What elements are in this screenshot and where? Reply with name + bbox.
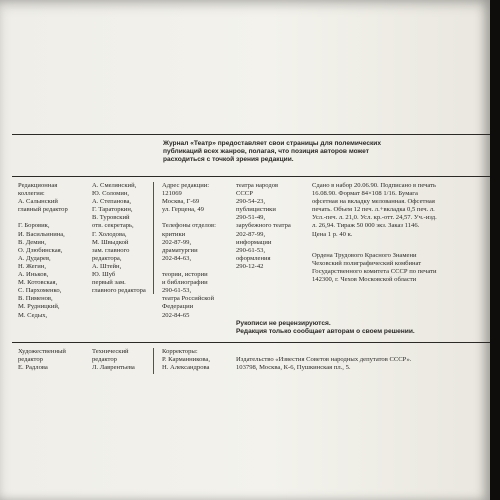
tech-editor-line: редактор	[92, 356, 117, 364]
staff-line: А. Степанова,	[92, 198, 132, 206]
phone-line: 290-54-23,	[236, 198, 266, 206]
board-line: В. Демин,	[18, 238, 47, 246]
phone-line: 290-51-49,	[236, 214, 266, 222]
board-line: коллегия:	[18, 190, 45, 198]
board-line: Г. Боровик,	[18, 222, 50, 230]
staff-line: отв. секретарь,	[92, 222, 134, 230]
phone-line: 202-87-99,	[236, 230, 266, 238]
board-line: И. Васильинина,	[18, 230, 65, 238]
address-line: Федерации	[162, 303, 194, 311]
address-line	[162, 214, 216, 222]
address-line: теории, истории	[162, 271, 208, 279]
board-line: М. Котовская,	[18, 279, 58, 287]
address-column	[162, 182, 216, 320]
print-info-line: Сдано в набор 20.06.90. Подписано в печать	[312, 182, 437, 189]
corrector-line: Корректоры:	[162, 348, 198, 355]
art-editor	[18, 348, 66, 372]
staff-line: главного редактора	[92, 287, 146, 295]
address-line: 202-84-63,	[162, 254, 192, 262]
staff-line: А. Штейн,	[92, 262, 122, 270]
column-divider	[153, 182, 154, 294]
intro-rule	[12, 176, 490, 177]
editorial-board-column	[18, 182, 68, 320]
print-info-line: офсетная на вкладку мелованная. Офсетная	[312, 198, 435, 206]
address-line: 202-84-65	[162, 311, 190, 319]
notice-line: Редакция только сообщает авторам о своем решении.	[236, 328, 415, 336]
tech-editor-line: Технический	[92, 348, 129, 355]
board-line: О. Дзюбинская,	[18, 246, 63, 254]
print-info-line: 16.08.90. Формат 84×108 1/16. Бумага	[312, 190, 418, 198]
staff-line: редактора,	[92, 254, 122, 262]
intro-paragraph	[163, 140, 381, 164]
staff-line: Г. Холодова,	[92, 230, 127, 238]
notice-line: Рукописи не рецензируются.	[236, 320, 331, 327]
staff-line: А. Смелянский,	[92, 182, 137, 189]
board-line: С. Пархоменко,	[18, 287, 62, 295]
address-line: и библиографии	[162, 279, 208, 287]
corrector-line: Р. Карманникова,	[162, 356, 210, 364]
address-line: 202-87-99,	[162, 238, 192, 246]
address-line: Адрес редакции:	[162, 182, 210, 189]
staff-line: первый зам.	[92, 279, 126, 287]
art-editor-line: редактор	[18, 356, 43, 364]
board-line: А. Дударев,	[18, 254, 51, 262]
staff-line: зам. главного	[92, 246, 130, 254]
phone-line: 290-12-42	[236, 262, 264, 270]
footer-divider	[153, 348, 154, 374]
phone-line: публицистики	[236, 206, 276, 214]
phone-line: зарубежного театра	[236, 222, 291, 230]
footer-rule	[12, 342, 490, 343]
tech-editor-line: Л. Лаврентьева	[92, 364, 135, 372]
board-line: М. Седых,	[18, 311, 48, 319]
intro-line: Журнал «Театр» предоставляет свои страницы для полемических	[163, 140, 382, 147]
board-line	[18, 214, 68, 222]
publisher-line: Издательство «Известия Советов народных депутатов СССР».	[236, 356, 412, 363]
staff-line: Ю. Соломин,	[92, 190, 130, 198]
art-editor-line: Е. Радлова	[18, 364, 48, 372]
phone-line: оформления	[236, 254, 271, 262]
board-line: Редакционная	[18, 182, 58, 189]
address-line: 121069	[162, 190, 182, 198]
tech-editor	[92, 348, 135, 372]
printer-line: Государственного комитета СССР по печати	[312, 268, 437, 276]
printer-block	[312, 252, 436, 284]
board-line: М. Рудницкий,	[18, 303, 60, 311]
address-line: ул. Герцена, 49	[162, 206, 204, 214]
printer-line: Ордена Трудового Красного Знамени	[312, 252, 417, 259]
intro-line: публикаций всех жанров, полагая, что позиция авторов может	[163, 148, 369, 156]
board-line: главный редактор	[18, 206, 68, 214]
board-line: А. Иньков,	[18, 271, 49, 279]
phone-line: 290-61-53,	[236, 246, 266, 254]
publisher	[236, 356, 411, 372]
board-line: В. Пименов,	[18, 295, 53, 303]
print-info-block	[312, 182, 437, 239]
address-line	[162, 263, 216, 271]
staff-line: Г. Тараторкин,	[92, 206, 133, 214]
address-line: театра Российской	[162, 295, 214, 303]
address-line: Телефоны отделов:	[162, 222, 216, 230]
phone-line: СССР	[236, 190, 253, 198]
staff-line: М. Швыдкой	[92, 238, 129, 246]
staff-line: В. Туровский	[92, 214, 130, 222]
print-info-line: Усл.-печ. л. 21,0. Усл. кр.-отт. 24,57. Уч.-изд.	[312, 214, 437, 222]
print-info-line: л. 26,94. Тираж 50 000 экз. Заказ 1146.	[312, 222, 420, 230]
correctors	[162, 348, 210, 372]
printer-line: 142300, г. Чехов Московской области	[312, 276, 417, 284]
staff-line: Ю. Шуб	[92, 271, 116, 279]
print-info-line: печать. Объем 12 печ. л.+вкладка 0,5 печ. л.	[312, 206, 435, 214]
address-line: критики	[162, 230, 186, 238]
page-edge-shadow	[490, 0, 500, 500]
address-line: драматургии	[162, 246, 198, 254]
phone-line: информации	[236, 238, 272, 246]
corrector-line: Н. Александрова	[162, 364, 210, 372]
publisher-line: 103798, Москва, К-6, Пушкинская пл., 5.	[236, 364, 351, 372]
manuscript-notice	[236, 320, 415, 336]
intro-line: расходиться с точкой зрения редакции.	[163, 156, 294, 164]
board-line: Н. Жегин,	[18, 262, 46, 270]
phone-line: театра народов	[236, 182, 279, 189]
address-line: 290-61-53,	[162, 287, 192, 295]
top-rule	[12, 134, 490, 135]
address-line: Москва, Г-69	[162, 198, 200, 206]
print-info-line: Цена 1 р. 40 к.	[312, 230, 353, 238]
staff-column	[92, 182, 146, 295]
phones-column	[236, 182, 291, 271]
art-editor-line: Художественный	[18, 348, 66, 355]
printer-line: Чеховский полиграфический комбинат	[312, 260, 422, 268]
board-line: А. Салынский	[18, 198, 58, 206]
